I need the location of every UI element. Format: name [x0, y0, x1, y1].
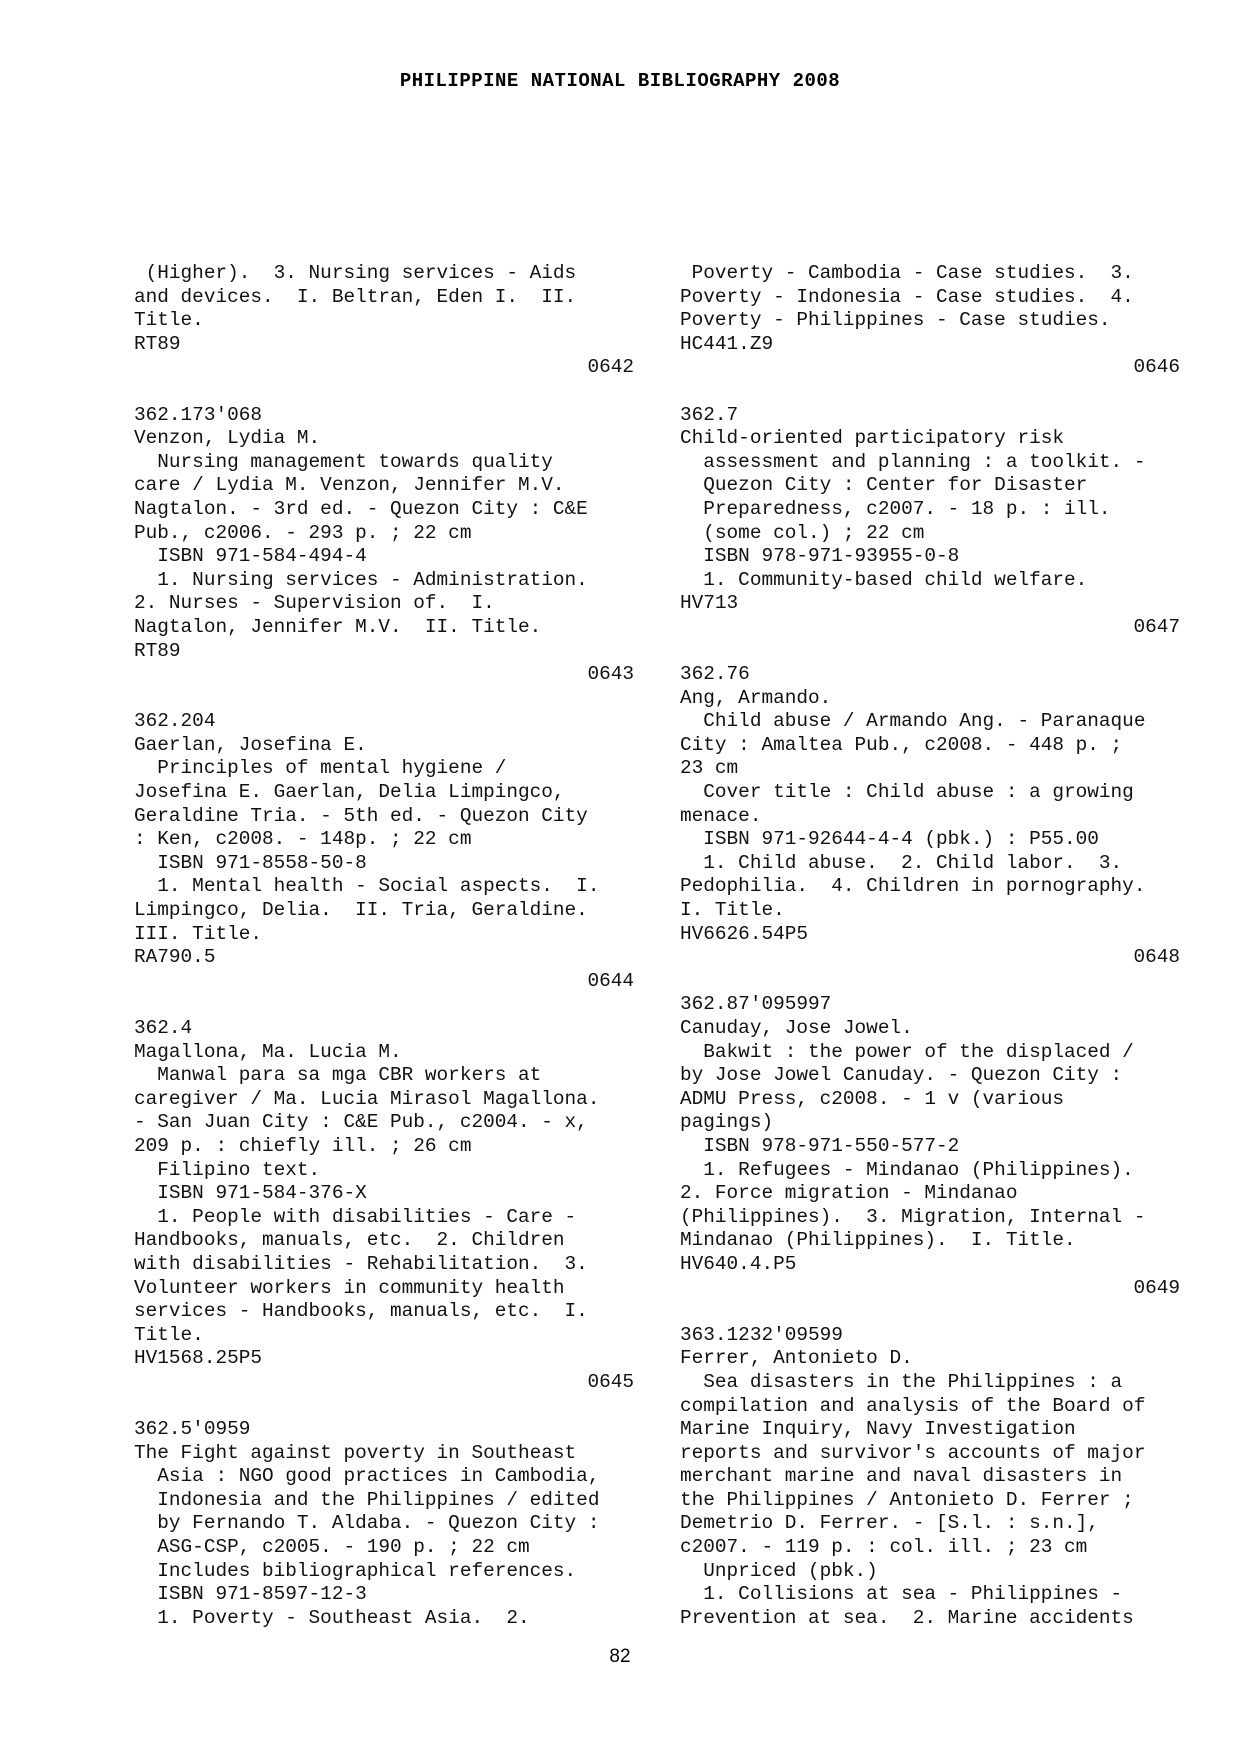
- entry-number: 0644: [587, 969, 634, 992]
- entry-text-line: Marine Inquiry, Navy Investigation: [680, 1418, 1076, 1441]
- entry-text-line: Volunteer workers in community health: [134, 1276, 565, 1299]
- entry-text-line: Pub., c2006. - 293 p. ; 22 cm: [134, 521, 472, 544]
- entry-text-line: care / Lydia M. Venzon, Jennifer M.V.: [134, 474, 565, 497]
- entry-text-line: Asia : NGO good practices in Cambodia,: [134, 1465, 600, 1488]
- entry-text-line: ISBN 971-8597-12-3: [134, 1583, 367, 1606]
- entry-text-line: by Jose Jowel Canuday. - Quezon City :: [680, 1064, 1123, 1087]
- entry-text-line: 1. Collisions at sea - Philippines -: [680, 1583, 1123, 1606]
- entry-text-line: 362.87'095997: [680, 993, 832, 1016]
- entry-text-line: Ang, Armando.: [680, 686, 832, 709]
- entry-text-line: compilation and analysis of the Board of: [680, 1394, 1146, 1417]
- entry-text-line: 1. Child abuse. 2. Child labor. 3.: [680, 851, 1123, 874]
- entry-text-line: HV640.4.P5: [680, 1252, 797, 1275]
- blank-line: [134, 1395, 634, 1419]
- entry-text-line: I. Title.: [680, 899, 785, 922]
- entry-text-line: Ferrer, Antonieto D.: [680, 1347, 913, 1370]
- entry-text-line: Handbooks, manuals, etc. 2. Children: [134, 1229, 565, 1252]
- blank-line: [680, 1300, 1180, 1324]
- page-header: PHILIPPINE NATIONAL BIBLIOGRAPHY 2008: [399, 70, 841, 92]
- entry-number: 0645: [587, 1370, 634, 1393]
- entry-text-line: Bakwit : the power of the displaced /: [680, 1040, 1134, 1063]
- entry-text-line: c2007. - 119 p. : col. ill. ; 23 cm: [680, 1536, 1088, 1559]
- left-column: [134, 262, 634, 1630]
- entry-text-line: Filipino text.: [134, 1158, 321, 1181]
- entry-text-line: 1. Poverty - Southeast Asia. 2.: [134, 1606, 530, 1629]
- entry-text-line: ADMU Press, c2008. - 1 v (various: [680, 1087, 1064, 1110]
- entry-text-line: 2. Nurses - Supervision of. I.: [134, 592, 495, 615]
- entry-text-line: 362.76: [680, 663, 750, 686]
- entry-text-line: Child abuse / Armando Ang. - Paranaque: [680, 710, 1146, 733]
- entry-text-line: Sea disasters in the Philippines : a: [680, 1370, 1123, 1393]
- entry-number: 0646: [1133, 356, 1180, 379]
- blank-line: [134, 380, 634, 404]
- entry-text-line: Title.: [134, 1323, 204, 1346]
- entry-text-line: 23 cm: [680, 757, 739, 780]
- entry-text-line: Indonesia and the Philippines / edited: [134, 1488, 600, 1511]
- entry-text-line: HV6626.54P5: [680, 922, 808, 945]
- entry-text-line: Preparedness, c2007. - 18 p. : ill.: [680, 497, 1111, 520]
- entry-text-line: ISBN 971-92644-4-4 (pbk.) : P55.00: [680, 828, 1099, 851]
- entry-text-line: Magallona, Ma. Lucia M.: [134, 1040, 402, 1063]
- entry-text-line: - San Juan City : C&E Pub., c2004. - x,: [134, 1111, 588, 1134]
- blank-line: [680, 380, 1180, 404]
- entry-number: 0649: [1133, 1276, 1180, 1299]
- entry-text-line: 1. Mental health - Social aspects. I.: [134, 875, 600, 898]
- entry-text-line: Title.: [134, 309, 204, 332]
- entry-text-line: HC441.Z9: [680, 332, 774, 355]
- entry-text-line: Canuday, Jose Jowel.: [680, 1017, 913, 1039]
- entry-text-line: ISBN 978-971-93955-0-8: [680, 545, 960, 568]
- entry-text-line: merchant marine and naval disasters in: [680, 1465, 1123, 1488]
- entry-text-line: : Ken, c2008. - 148p. ; 22 cm: [134, 828, 472, 851]
- entry-text-line: RT89: [134, 639, 181, 662]
- blank-line: [134, 993, 634, 1017]
- entry-text-line: (Philippines). 3. Migration, Internal -: [680, 1205, 1146, 1228]
- entry-text-line: the Philippines / Antonieto D. Ferrer ;: [680, 1488, 1134, 1511]
- entry-text-line: Quezon City : Center for Disaster: [680, 474, 1088, 497]
- entry-text-line: Principles of mental hygiene /: [134, 757, 507, 780]
- entry-text-line: 362.4: [134, 1017, 193, 1039]
- entry-number: 0648: [1133, 946, 1180, 969]
- entry-text-line: Poverty - Indonesia - Case studies. 4.: [680, 285, 1134, 308]
- entry-text-line: Poverty - Cambodia - Case studies. 3.: [680, 262, 1134, 284]
- entry-text-line: 362.204: [134, 710, 216, 733]
- entry-text-line: Gaerlan, Josefina E.: [134, 733, 367, 756]
- entry-text-line: menace.: [680, 804, 762, 827]
- entry-text-line: by Fernando T. Aldaba. - Quezon City :: [134, 1512, 600, 1535]
- entry-text-line: pagings): [680, 1111, 774, 1134]
- entry-text-line: 1. Refugees - Mindanao (Philippines).: [680, 1158, 1134, 1181]
- entry-text-line: Nagtalon, Jennifer M.V. II. Title.: [134, 615, 542, 638]
- entry-text-line: Limpingco, Delia. II. Tria, Geraldine.: [134, 899, 588, 922]
- page-number: 82: [609, 1646, 631, 1667]
- entry-text-line: Mindanao (Philippines). I. Title.: [680, 1229, 1076, 1252]
- entry-text-line: Cover title : Child abuse : a growing: [680, 781, 1134, 804]
- entry-text-line: ISBN 971-8558-50-8: [134, 851, 367, 874]
- entry-text-line: ISBN 978-971-550-577-2: [680, 1134, 960, 1157]
- entry-text-line: 362.5'0959: [134, 1418, 251, 1441]
- entry-text-line: Prevention at sea. 2. Marine accidents: [680, 1606, 1134, 1629]
- right-column: [680, 262, 1180, 1630]
- entry-text-line: HV1568.25P5: [134, 1347, 262, 1370]
- entry-text-line: services - Handbooks, manuals, etc. I.: [134, 1300, 588, 1323]
- blank-line: [680, 970, 1180, 994]
- entry-text-line: Geraldine Tria. - 5th ed. - Quezon City: [134, 804, 588, 827]
- blank-line: [680, 640, 1180, 664]
- entry-text-line: Demetrio D. Ferrer. - [S.l. : s.n.],: [680, 1512, 1099, 1535]
- entry-text-line: (some col.) ; 22 cm: [680, 521, 925, 544]
- entry-text-line: 362.173'068: [134, 403, 262, 426]
- entry-text-line: Poverty - Philippines - Case studies.: [680, 309, 1111, 332]
- entry-text-line: assessment and planning : a toolkit. -: [680, 450, 1146, 473]
- entry-text-line: with disabilities - Rehabilitation. 3.: [134, 1252, 588, 1275]
- entry-number: 0647: [1133, 615, 1180, 638]
- entry-text-line: ASG-CSP, c2005. - 190 p. ; 22 cm: [134, 1536, 530, 1559]
- entry-text-line: HV713: [680, 592, 739, 615]
- entry-text-line: Venzon, Lydia M.: [134, 427, 321, 450]
- entry-number: 0642: [587, 356, 634, 379]
- entry-text-line: (Higher). 3. Nursing services - Aids: [134, 262, 577, 284]
- entry-text-line: Manwal para sa mga CBR workers at: [134, 1064, 542, 1087]
- entry-text-line: Pedophilia. 4. Children in pornography.: [680, 875, 1146, 898]
- entry-text-line: RT89: [134, 332, 181, 355]
- entry-text-line: Nagtalon. - 3rd ed. - Quezon City : C&E: [134, 497, 588, 520]
- entry-text-line: caregiver / Ma. Lucia Mirasol Magallona.: [134, 1087, 600, 1110]
- entry-text-line: ISBN 971-584-494-4: [134, 545, 367, 568]
- entry-text-line: reports and survivor's accounts of major: [680, 1441, 1146, 1464]
- entry-text-line: The Fight against poverty in Southeast: [134, 1441, 577, 1464]
- entry-text-line: Child-oriented participatory risk: [680, 427, 1064, 450]
- entry-text-line: 362.7: [680, 403, 739, 426]
- entry-text-line: Nursing management towards quality: [134, 450, 553, 473]
- entry-number: 0643: [587, 663, 634, 686]
- entry-text-line: 1. Community-based child welfare.: [680, 568, 1088, 591]
- entry-text-line: City : Amaltea Pub., c2008. - 448 p. ;: [680, 733, 1123, 756]
- blank-line: [134, 687, 634, 711]
- entry-text-line: RA790.5: [134, 946, 216, 969]
- entry-text-line: Josefina E. Gaerlan, Delia Limpingco,: [134, 781, 565, 804]
- entry-text-line: and devices. I. Beltran, Eden I. II.: [134, 285, 577, 308]
- entry-text-line: Unpriced (pbk.): [680, 1559, 878, 1582]
- entry-text-line: ISBN 971-584-376-X: [134, 1182, 367, 1205]
- entry-text-line: Includes bibliographical references.: [134, 1559, 577, 1582]
- entry-text-line: 2. Force migration - Mindanao: [680, 1182, 1018, 1205]
- entry-text-line: 209 p. : chiefly ill. ; 26 cm: [134, 1134, 472, 1157]
- entry-text-line: III. Title.: [134, 922, 262, 945]
- entry-text-line: 1. Nursing services - Administration.: [134, 568, 588, 591]
- entry-text-line: 1. People with disabilities - Care -: [134, 1205, 577, 1228]
- entry-text-line: 363.1232'09599: [680, 1323, 843, 1346]
